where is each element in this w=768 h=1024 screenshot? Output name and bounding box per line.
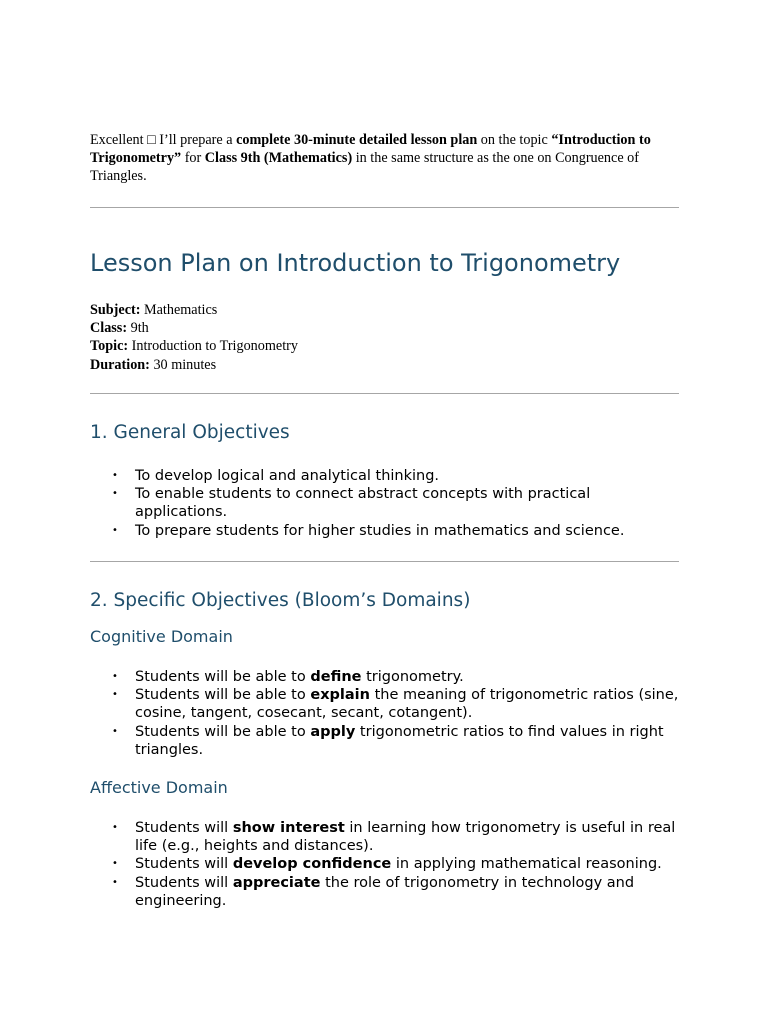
meta-subject — [90, 301, 679, 319]
list-item-text: To prepare students for higher studies in mathematics and science. — [135, 522, 625, 539]
divider-3 — [90, 561, 679, 562]
list-item — [90, 522, 679, 540]
meta-class — [90, 319, 679, 337]
meta-duration-label: Duration: — [90, 356, 150, 373]
list-item-post: the meaning of trigonometric ratios (sine, cosine, tangent, cosecant, secant, cotangent). — [135, 687, 679, 722]
intro-bold-1: complete 30-minute detailed lesson plan — [236, 132, 478, 148]
page-title: Lesson Plan on Introduction to Trigonometry — [90, 249, 621, 277]
meta-subject-label: Subject: — [90, 302, 141, 318]
meta-class-value: 9th — [127, 320, 149, 337]
list-item-post: in learning how trigonometry is useful in real life (e.g., heights and distances). — [135, 820, 676, 855]
section-heading-specific-objectives: 2. Specific Objectives (Bloom’s Domains) — [90, 590, 471, 611]
list-item-post: trigonometry. — [361, 669, 464, 685]
general-objectives-list — [90, 467, 679, 540]
bullet-icon: • — [112, 488, 118, 500]
list-item-text: To develop logical and analytical thinking. — [135, 468, 440, 484]
bullet-icon: • — [112, 876, 118, 888]
intro-text-3: on the topic — [477, 132, 552, 148]
lesson-meta — [90, 301, 679, 374]
list-item-keyword: apply — [310, 723, 356, 740]
bullet-icon: • — [112, 822, 118, 833]
bullet-icon: • — [112, 689, 118, 701]
intro-text-5: in the same structure as the one on Congruence of Triangles. — [90, 150, 639, 185]
list-item — [90, 723, 679, 759]
intro-paragraph — [90, 131, 679, 186]
list-item — [90, 874, 679, 910]
intro-text-4: for — [181, 150, 205, 167]
list-item-pre: Students will be able to — [135, 723, 311, 740]
meta-topic — [90, 337, 679, 355]
list-item — [90, 485, 679, 521]
intro-text-2: I’ll prepare a — [155, 132, 237, 148]
bullet-icon: • — [112, 858, 118, 870]
list-item — [90, 819, 679, 855]
subheading-cognitive-domain: Cognitive Domain — [90, 627, 233, 646]
subheading-affective-domain: Affective Domain — [90, 778, 228, 797]
affective-objectives-list — [90, 819, 679, 910]
list-item-pre: Students will — [135, 856, 233, 873]
list-item-pre: Students will be able to — [135, 669, 311, 685]
list-item-post: trigonometric ratios to find values in right triangles. — [135, 723, 664, 758]
divider-1 — [90, 207, 679, 208]
list-item-keyword: explain — [310, 687, 370, 704]
bullet-icon: • — [112, 725, 118, 737]
meta-duration — [90, 356, 679, 374]
list-item-pre: Students will — [135, 820, 233, 836]
list-item-pre: Students will — [135, 874, 233, 891]
section-heading-general-objectives: 1. General Objectives — [90, 422, 290, 443]
intro-bold-2: “Introduction to Trigonometry” — [90, 132, 651, 167]
list-item-text: To enable students to connect abstract concepts with practical applications. — [135, 486, 591, 521]
meta-subject-value: Mathematics — [140, 302, 218, 318]
list-item-keyword: show interest — [232, 820, 345, 836]
intro-text-1: Excellent — [90, 132, 148, 148]
list-item — [90, 668, 679, 686]
bullet-icon: • — [112, 470, 118, 481]
meta-topic-label: Topic: — [90, 338, 129, 355]
meta-topic-value: Introduction to Trigonometry — [128, 338, 298, 355]
list-item-post: the role of trigonometry in technology and engineering. — [135, 874, 635, 909]
list-item-pre: Students will be able to — [135, 687, 311, 704]
bullet-icon: • — [112, 671, 118, 682]
cognitive-objectives-list — [90, 668, 679, 759]
meta-duration-value: 30 minutes — [149, 356, 217, 373]
bullet-icon: • — [112, 524, 118, 536]
list-item-post: in applying mathematical reasoning. — [391, 856, 662, 873]
meta-class-label: Class: — [90, 320, 128, 337]
list-item — [90, 467, 679, 485]
list-item-keyword: define — [310, 669, 362, 685]
list-item-keyword: appreciate — [232, 874, 321, 891]
emoji-placeholder-icon: □ — [147, 132, 156, 148]
intro-bold-3: Class 9th (Mathematics) — [204, 150, 353, 167]
list-item — [90, 686, 679, 722]
list-item-keyword: develop confidence — [232, 856, 392, 873]
divider-2 — [90, 393, 679, 394]
list-item — [90, 855, 679, 873]
